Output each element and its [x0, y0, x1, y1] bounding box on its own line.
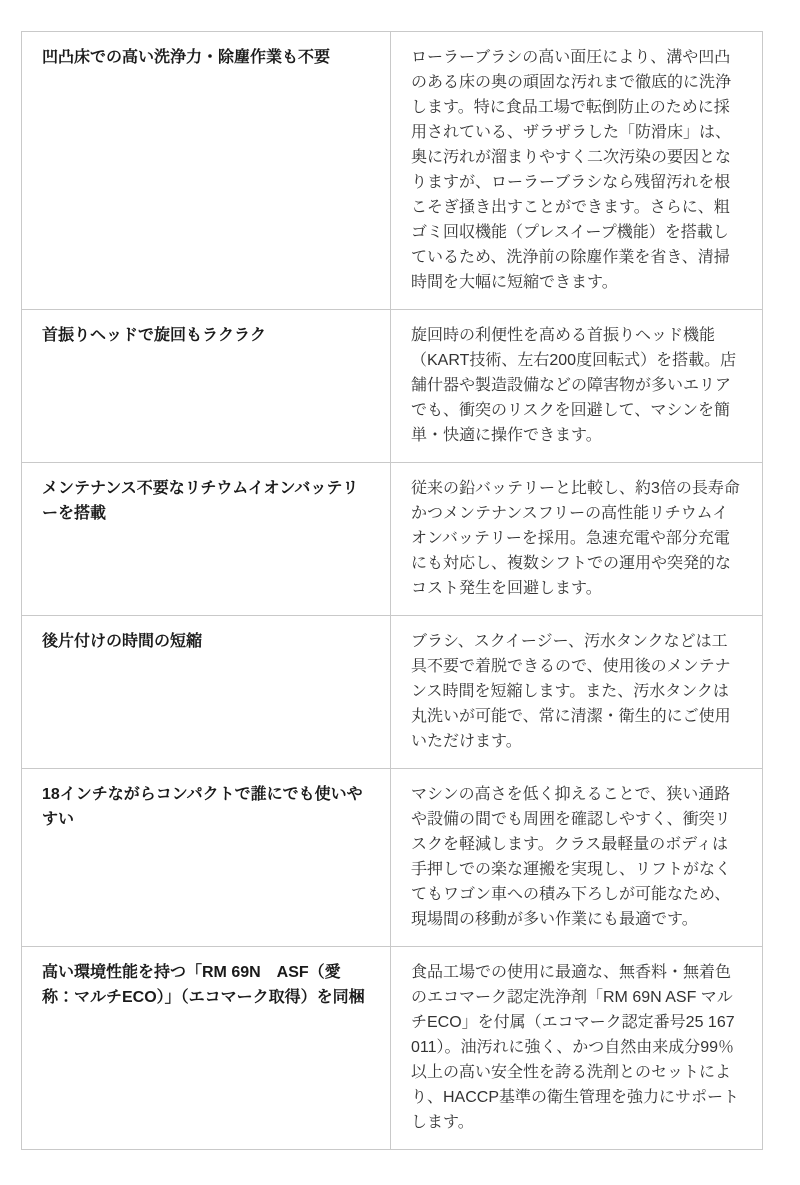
feature-row: [22, 616, 763, 769]
feature-description-cell: 食品工場での使用に最適な、無香料・無着色のエコマーク認定洗浄剤「RM 69N ASF マルチECO」を付属（エコマーク認定番号25 167 011）。油汚れに強く、かつ自然由来成分99％以上の高い安全性を誇る洗剤とのセットにより、HACCP基準の衛生管理を強力にサポートします。: [391, 947, 763, 1150]
features-table: [21, 31, 763, 1150]
feature-name-cell: 後片付けの時間の短縮: [22, 616, 391, 769]
feature-row: [22, 463, 763, 616]
feature-description-cell: ローラーブラシの高い面圧により、溝や凹凸のある床の奥の頑固な汚れまで徹底的に洗浄します。特に食品工場で転倒防止のために採用されている、ザラザラした「防滑床」は、奥に汚れが溜まりやすく二次汚染の要因となりますが、ローラーブラシなら残留汚れを根こそぎ掻き出すことができます。さらに、粗ゴミ回収機能（プレスイープ機能）を搭載しているため、洗浄前の除塵作業を省き、清掃時間を大幅に短縮できます。: [391, 32, 763, 310]
feature-name-cell: 凹凸床での高い洗浄力・除塵作業も不要: [22, 32, 391, 310]
feature-row: [22, 32, 763, 310]
feature-name-cell: メンテナンス不要なリチウムイオンバッテリーを搭載: [22, 463, 391, 616]
feature-name-cell: 高い環境性能を持つ「RM 69N ASF（愛称：マルチECO）」（エコマーク取得）を同梱: [22, 947, 391, 1150]
feature-description-cell: マシンの高さを低く抑えることで、狭い通路や設備の間でも周囲を確認しやすく、衝突リスクを軽減します。クラス最軽量のボディは手押しでの楽な運搬を実現し、リフトがなくてもワゴン車への積み下ろしが可能なため、現場間の移動が多い作業にも最適です。: [391, 769, 763, 947]
feature-description-cell: 旋回時の利便性を高める首振りヘッド機能（KART技術、左右200度回転式）を搭載。店舗什器や製造設備などの障害物が多いエリアでも、衝突のリスクを回避して、マシンを簡単・快適に操作できます。: [391, 310, 763, 463]
feature-name-cell: 首振りヘッドで旋回もラクラク: [22, 310, 391, 463]
feature-description-cell: ブラシ、スクイージー、汚水タンクなどは工具不要で着脱できるので、使用後のメンテナンス時間を短縮します。また、汚水タンクは丸洗いが可能で、常に清潔・衛生的にご使用いただけます。: [391, 616, 763, 769]
feature-name-cell: 18インチながらコンパクトで誰にでも使いやすい: [22, 769, 391, 947]
features-table-body: [22, 32, 763, 1150]
feature-row: [22, 947, 763, 1150]
feature-row: [22, 769, 763, 947]
feature-description-cell: 従来の鉛バッテリーと比較し、約3倍の長寿命かつメンテナンスフリーの高性能リチウムイオンバッテリーを採用。急速充電や部分充電にも対応し、複数シフトでの運用や突発的なコスト発生を回避します。: [391, 463, 763, 616]
feature-row: [22, 310, 763, 463]
